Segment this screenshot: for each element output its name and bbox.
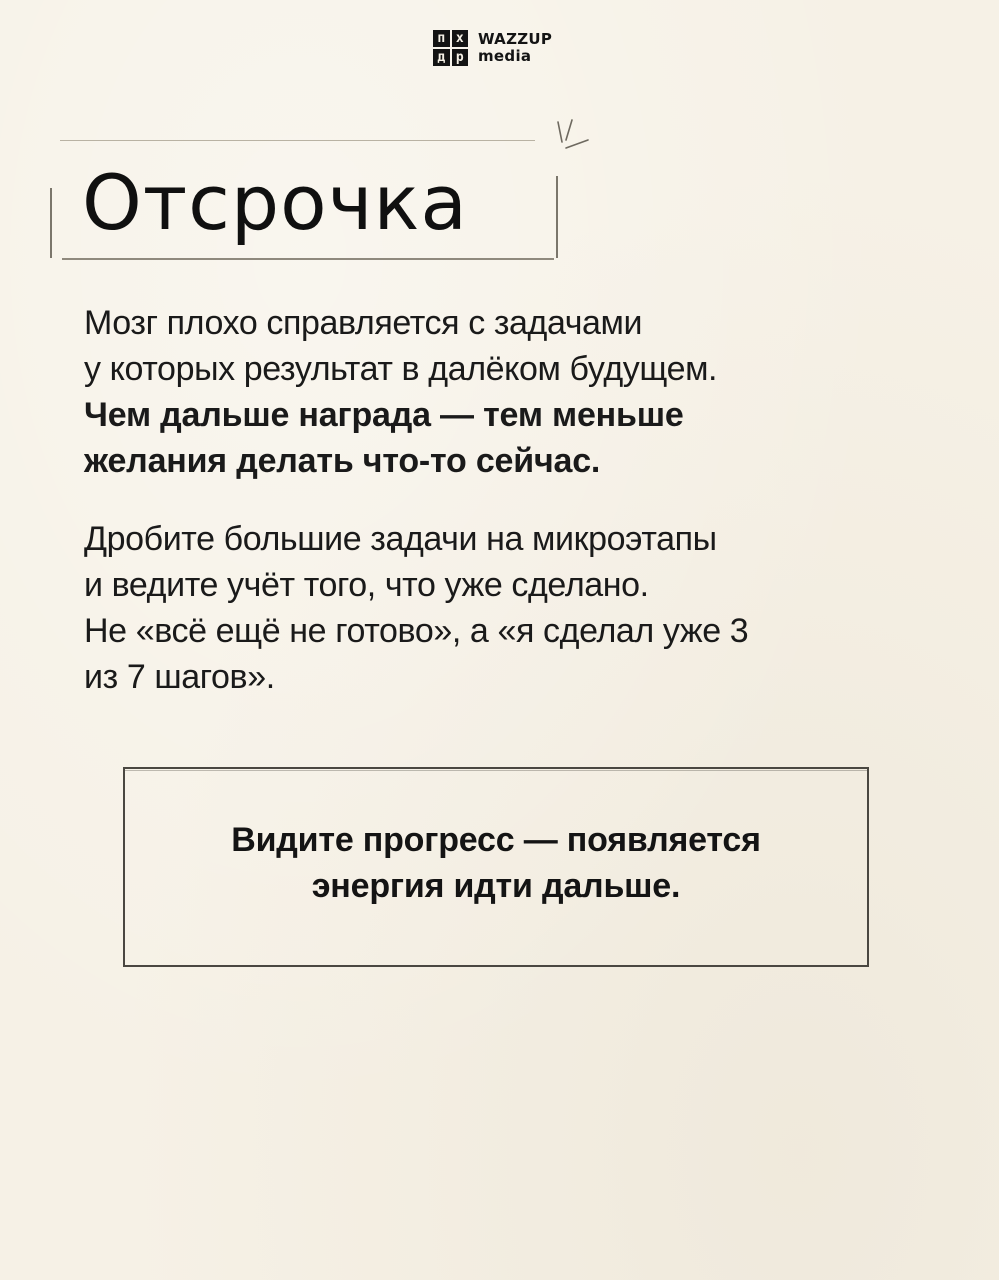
paragraph-delay-explanation: [84, 300, 717, 484]
frame-line-right: [556, 176, 558, 258]
sparkle-icon: [550, 118, 594, 154]
callout-text: [231, 817, 761, 909]
brand-name-line1: WAZZUP: [478, 30, 553, 48]
brand-mark-letter: х: [452, 30, 469, 47]
text-line: Дробите большие задачи на микроэтапы: [84, 520, 717, 558]
text-line: Не «всё ещё не готово», а «я сделал уже 3: [84, 612, 749, 650]
callout-line: Видите прогресс — появляется: [231, 821, 761, 859]
text-line: Мозг плохо справляется с задачами: [84, 304, 643, 342]
frame-line-left: [50, 188, 52, 258]
brand-mark-letter: п: [433, 30, 450, 47]
frame-line-bottom: [62, 258, 554, 260]
callout-line: энергия идти дальше.: [311, 867, 681, 905]
text-line: и ведите учёт того, что уже сделано.: [84, 566, 649, 604]
brand-name-line2: media: [478, 47, 532, 65]
paragraph-advice: [84, 516, 748, 700]
bold-text-line: Чем дальше награда — тем меньше: [84, 396, 684, 434]
brand-name: [478, 31, 552, 65]
text-line: из 7 шагов».: [84, 658, 275, 696]
text-line: у которых результат в далёком будущем.: [84, 350, 718, 388]
brand-logo: [433, 30, 552, 66]
frame-line-top: [60, 140, 535, 141]
brand-mark-letter: р: [452, 49, 469, 66]
bold-text-line: желания делать что-то сейчас.: [84, 442, 601, 480]
brand-mark-letter: д: [433, 49, 450, 66]
brand-mark-icon: [433, 30, 468, 66]
page-title: Отсрочка: [82, 158, 468, 247]
callout-box: [123, 767, 869, 967]
